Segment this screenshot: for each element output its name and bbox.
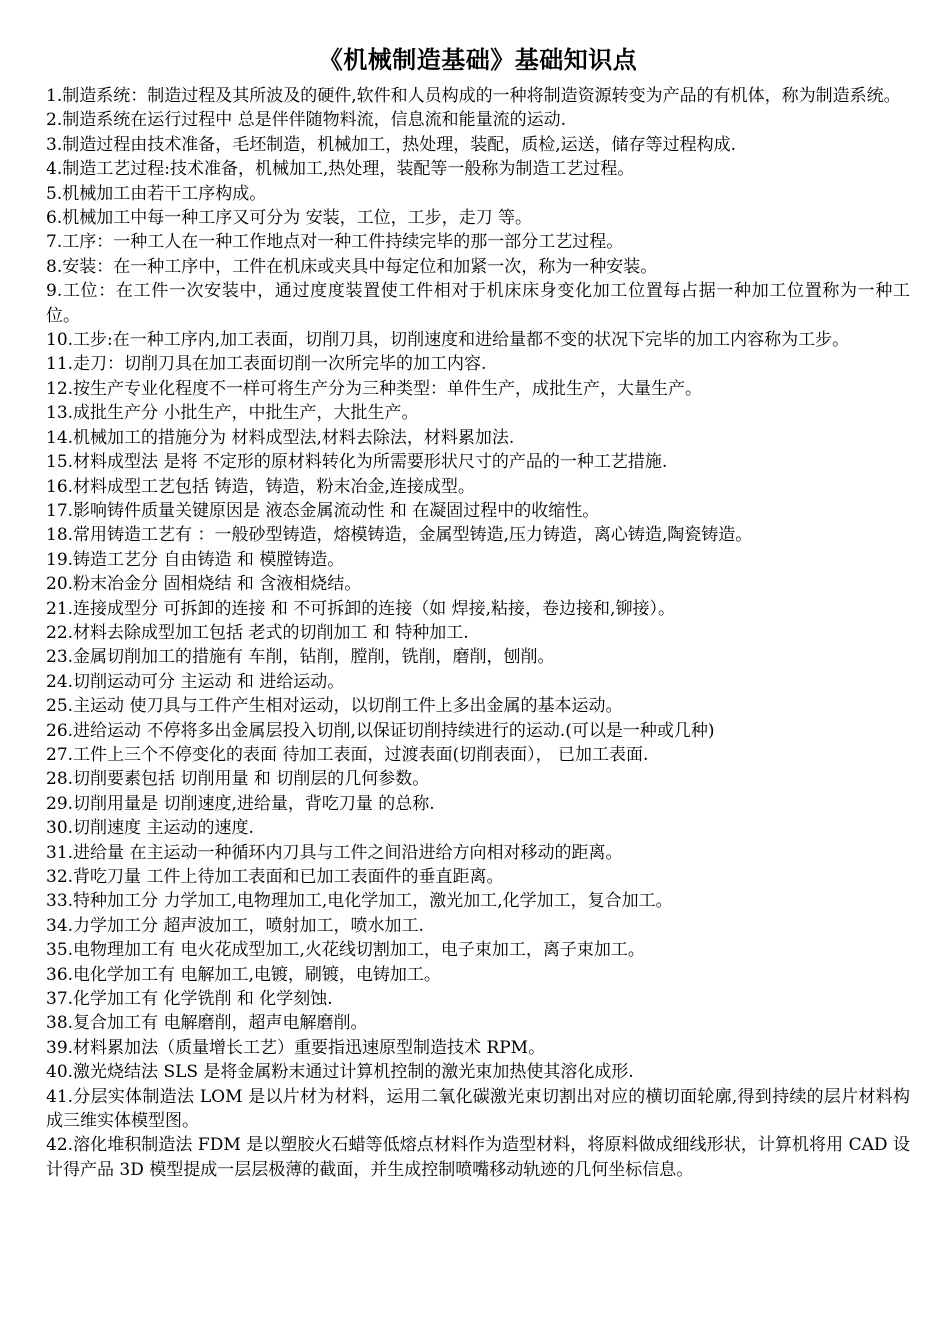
knowledge-point-item: 18.常用铸造工艺有 ：一般砂型铸造，熔模铸造，金属型铸造,压力铸造，离心铸造,陶瓷铸造。 xyxy=(46,525,753,546)
knowledge-point-item: 34.力学加工分 超声波加工，喷射加工，喷水加工. xyxy=(46,915,424,936)
knowledge-point-item: 28.切削要素包括 切削用量 和 切削层的几何参数。 xyxy=(46,769,430,790)
knowledge-point-item: 21.连接成型分 可拆卸的连接 和 不可拆卸的连接（如 焊接,粘接，卷边接和,铆接）。 xyxy=(46,598,675,619)
knowledge-point-item: 30.切削速度 主运动的速度. xyxy=(46,818,254,839)
knowledge-point-item: 15.材料成型法 是将 不定形的原材料转化为所需要形状尺寸的产品的一种工艺措施. xyxy=(46,452,668,473)
knowledge-point-item: 42.溶化堆积制造法 FDM 是以塑胶火石蜡等低熔点材料作为造型材料，将原料做成细线形状，计算机将用 CAD 设计得产品 3D 模型提成一层层极薄的截面，并生成控制喷嘴移动轨迹的几何坐标信息。 xyxy=(46,1135,910,1180)
knowledge-point-item: 7.工序：一种工人在一种工作地点对一种工件持续完毕的那一部分工艺过程。 xyxy=(46,232,624,253)
knowledge-point-item: 38.复合加工有 电解磨削，超声电解磨削。 xyxy=(46,1013,368,1034)
knowledge-point-list xyxy=(46,84,910,1182)
knowledge-point-item: 22.材料去除成型加工包括 老式的切削加工 和 特种加工. xyxy=(46,622,469,643)
knowledge-point-item: 13.成批生产分 小批生产，中批生产，大批生产。 xyxy=(46,403,419,424)
knowledge-point-item: 11.走刀：切削刀具在加工表面切削一次所完毕的加工内容. xyxy=(46,354,487,375)
knowledge-point-item: 10.工步:在一种工序内,加工表面，切削刀具，切削速度和进给量都不变的状况下完毕的加工内容称为工步。 xyxy=(46,330,850,351)
knowledge-point-item: 4.制造工艺过程:技术准备，机械加工,热处理，装配等一般称为制造工艺过程。 xyxy=(46,159,635,180)
knowledge-point-item: 36.电化学加工有 电解加工,电镀，刷镀，电铸加工。 xyxy=(46,964,441,985)
knowledge-point-item: 16.材料成型工艺包括 铸造，铸造，粉末冶金,连接成型。 xyxy=(46,476,475,497)
knowledge-point-item: 2.制造系统在运行过程中 总是伴伴随物料流，信息流和能量流的运动. xyxy=(46,110,567,131)
knowledge-point-item: 40.激光烧结法 SLS 是将金属粉末通过计算机控制的激光束加热使其溶化成形. xyxy=(46,1062,634,1083)
knowledge-point-item: 23.金属切削加工的措施有 车削，钻削，膛削，铣削，磨削，刨削。 xyxy=(46,647,555,668)
knowledge-point-item: 32.背吃刀量 工件上待加工表面和已加工表面件的垂直距离。 xyxy=(46,867,504,887)
knowledge-point-item: 8.安装：在一种工序中，工件在机床或夹具中每定位和加紧一次，称为一种安装。 xyxy=(46,256,658,277)
knowledge-point-item: 37.化学加工有 化学铣削 和 化学刻蚀. xyxy=(46,989,333,1010)
knowledge-point-item: 1.制造系统：制造过程及其所波及的硬件,软件和人员构成的一种将制造资源转变为产品的有机体，称为制造系统。 xyxy=(46,86,901,106)
knowledge-point-item: 29.切削用量是 切削速度,进给量，背吃刀量 的总称. xyxy=(46,793,435,814)
knowledge-point-item: 12.按生产专业化程度不一样可将生产分为三种类型：单件生产，成批生产，大量生产。 xyxy=(46,378,703,399)
knowledge-point-item: 3.制造过程由技术准备，毛坯制造，机械加工，热处理，装配，质检,运送，储存等过程构成. xyxy=(46,134,737,155)
knowledge-point-item: 14.机械加工的措施分为 材料成型法,材料去除法，材料累加法. xyxy=(46,427,515,448)
knowledge-point-item: 31.进给量 在主运动一种循环内刀具与工件之间沿进给方向相对移动的距离。 xyxy=(46,842,623,863)
knowledge-point-item: 39.材料累加法（质量增长工艺）重要指迅速原型制造技术 RPM。 xyxy=(46,1037,546,1058)
knowledge-point-item: 19.铸造工艺分 自由铸造 和 模膛铸造。 xyxy=(46,549,345,570)
knowledge-point-item: 27.工件上三个不停变化的表面 待加工表面，过渡表面(切削表面）， 已加工表面. xyxy=(46,744,649,765)
knowledge-point-item: 9.工位：在工件一次安装中，通过度度装置使工件相对于机床床身变化加工位置每占据一种加工位置称为一种工位。 xyxy=(46,281,910,326)
knowledge-point-item: 24.切削运动可分 主运动 和 进给运动。 xyxy=(46,671,345,692)
knowledge-point-item: 26.进给运动 不停将多出金属层投入切削,以保证切削持续进行的运动.(可以是一种或几种) xyxy=(46,720,715,741)
knowledge-point-item: 25.主运动 使刀具与工件产生相对运动，以切削工件上多出金属的基本运动。 xyxy=(46,696,623,717)
knowledge-point-item: 20.粉末冶金分 固相烧结 和 含液相烧结。 xyxy=(46,574,362,595)
knowledge-point-item: 33.特种加工分 力学加工,电物理加工,电化学加工，激光加工,化学加工，复合加工。 xyxy=(46,891,673,912)
knowledge-point-item: 41.分层实体制造法 LOM 是以片材为材料，运用二氧化碳激光束切割出对应的横切面轮廓,得到持续的层片材料构成三维实体模型图。 xyxy=(46,1086,910,1132)
document-title: 《机械制造基础》基础知识点 xyxy=(318,47,638,74)
knowledge-point-item: 6.机械加工中每一种工序又可分为 安装，工位，工步，走刀 等。 xyxy=(46,208,533,229)
knowledge-point-item: 5.机械加工由若干工序构成。 xyxy=(46,183,267,204)
knowledge-point-item: 35.电物理加工有 电火花成型加工,火花线切割加工，电子束加工，离子束加工。 xyxy=(46,940,645,961)
knowledge-point-item: 17.影响铸件质量关键原因是 液态金属流动性 和 在凝固过程中的收缩性。 xyxy=(46,500,600,521)
